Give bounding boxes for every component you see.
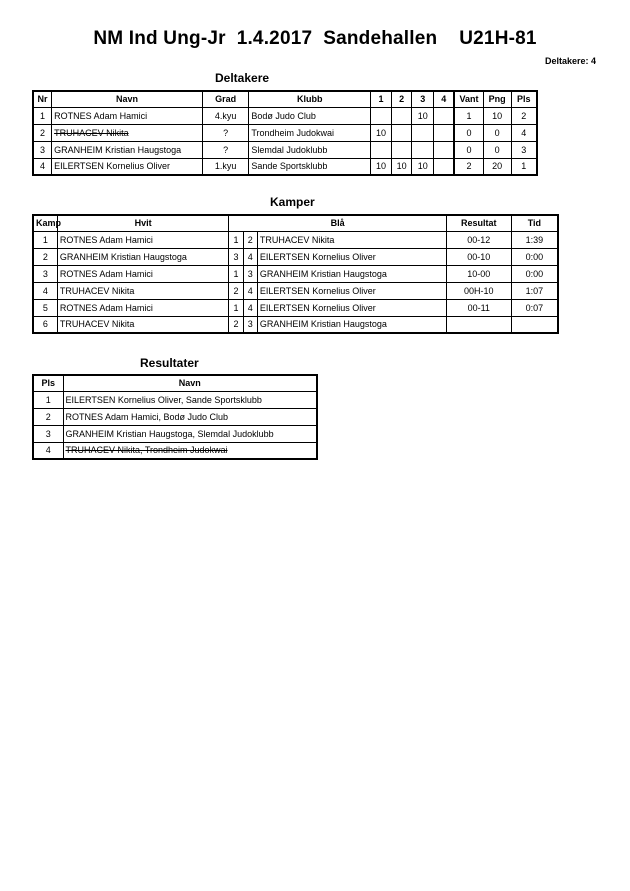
match-white-nr: 1 — [229, 299, 243, 316]
match-nr: 2 — [33, 248, 57, 265]
match-row — [33, 248, 558, 265]
match-blue-nr: 4 — [243, 248, 257, 265]
participant-points: 0 — [483, 124, 511, 141]
match-blue-nr: 4 — [243, 299, 257, 316]
match-result: 00-10 — [446, 248, 511, 265]
participant-score-m2 — [391, 124, 412, 141]
match-white-name: ROTNES Adam Hamici — [57, 231, 229, 248]
col-place: Pls — [511, 91, 537, 107]
results-header-row — [33, 375, 317, 391]
result-place: 4 — [33, 442, 63, 459]
result-name: GRANHEIM Kristian Haugstoga, Slemdal Judoklubb — [63, 425, 317, 442]
match-time: 0:07 — [511, 299, 558, 316]
results-table — [32, 374, 318, 460]
participant-score-m3 — [412, 124, 434, 141]
match-blue-name: EILERTSEN Kornelius Oliver — [257, 282, 446, 299]
participant-points: 0 — [483, 141, 511, 158]
participants-table — [32, 90, 538, 176]
match-result: 00H-10 — [446, 282, 511, 299]
match-blue-nr: 4 — [243, 282, 257, 299]
participant-grade: 1.kyu — [202, 158, 248, 175]
participant-score-m1 — [371, 141, 392, 158]
participant-won: 0 — [454, 141, 483, 158]
participant-score-m1: 10 — [371, 158, 392, 175]
participant-score-m3 — [412, 141, 434, 158]
participant-score-m1 — [371, 107, 392, 124]
col-won: Vant — [454, 91, 483, 107]
participant-row — [33, 107, 537, 124]
match-white-name: ROTNES Adam Hamici — [57, 299, 229, 316]
match-blue-name: TRUHACEV Nikita — [257, 231, 446, 248]
result-row — [33, 442, 317, 459]
result-place: 1 — [33, 391, 63, 408]
col-time: Tid — [511, 215, 558, 231]
col-match-1: 1 — [371, 91, 392, 107]
match-nr: 6 — [33, 316, 57, 333]
participant-grade: ? — [202, 124, 248, 141]
participant-won: 0 — [454, 124, 483, 141]
col-match-nr: Kamp — [33, 215, 57, 231]
participant-score-m4 — [434, 141, 455, 158]
col-results-place: Pls — [33, 375, 63, 391]
result-name: ROTNES Adam Hamici, Bodø Judo Club — [63, 408, 317, 425]
match-time: 1:07 — [511, 282, 558, 299]
match-white-nr: 1 — [229, 231, 243, 248]
participant-row — [33, 124, 537, 141]
match-result: 10-00 — [446, 265, 511, 282]
col-club: Klubb — [249, 91, 371, 107]
participant-place: 1 — [511, 158, 537, 175]
participant-score-m2: 10 — [391, 158, 412, 175]
col-grade: Grad — [202, 91, 248, 107]
participant-score-m1: 10 — [371, 124, 392, 141]
match-blue-nr: 2 — [243, 231, 257, 248]
result-place: 2 — [33, 408, 63, 425]
match-blue-name: EILERTSEN Kornelius Oliver — [257, 299, 446, 316]
result-place: 3 — [33, 425, 63, 442]
participant-grade: ? — [202, 141, 248, 158]
match-result: 00-11 — [446, 299, 511, 316]
participant-score-m2 — [391, 141, 412, 158]
participant-score-m2 — [391, 107, 412, 124]
match-row — [33, 316, 558, 333]
participant-won: 1 — [454, 107, 483, 124]
match-white-name: ROTNES Adam Hamici — [57, 265, 229, 282]
participant-place: 2 — [511, 107, 537, 124]
col-blue: Blå — [229, 215, 446, 231]
result-row — [33, 391, 317, 408]
match-blue-name: GRANHEIM Kristian Haugstoga — [257, 316, 446, 333]
result-name: EILERTSEN Kornelius Oliver, Sande Sportsklubb — [63, 391, 317, 408]
participant-name: GRANHEIM Kristian Haugstoga — [52, 141, 203, 158]
match-time — [511, 316, 558, 333]
match-time: 1:39 — [511, 231, 558, 248]
match-white-nr: 2 — [229, 316, 243, 333]
result-row — [33, 425, 317, 442]
participants-heading: Deltakere — [215, 71, 270, 85]
match-time: 0:00 — [511, 248, 558, 265]
participant-club: Trondheim Judokwai — [249, 124, 371, 141]
match-nr: 5 — [33, 299, 57, 316]
participant-place: 3 — [511, 141, 537, 158]
match-blue-nr: 3 — [243, 265, 257, 282]
participant-name: ROTNES Adam Hamici — [52, 107, 203, 124]
match-nr: 1 — [33, 231, 57, 248]
match-nr: 3 — [33, 265, 57, 282]
col-nr: Nr — [33, 91, 52, 107]
participant-club: Sande Sportsklubb — [249, 158, 371, 175]
participant-score-m3: 10 — [412, 107, 434, 124]
col-white: Hvit — [57, 215, 229, 231]
col-results-name: Navn — [63, 375, 317, 391]
participant-name: EILERTSEN Kornelius Oliver — [52, 158, 203, 175]
matches-header-row — [33, 215, 558, 231]
match-row — [33, 231, 558, 248]
match-white-name: TRUHACEV Nikita — [57, 316, 229, 333]
participant-club: Bodø Judo Club — [249, 107, 371, 124]
match-white-name: TRUHACEV Nikita — [57, 282, 229, 299]
match-blue-name: GRANHEIM Kristian Haugstoga — [257, 265, 446, 282]
participant-score-m4 — [434, 158, 455, 175]
col-name: Navn — [52, 91, 203, 107]
participant-points: 10 — [483, 107, 511, 124]
col-result: Resultat — [446, 215, 511, 231]
result-row — [33, 408, 317, 425]
match-row — [33, 299, 558, 316]
match-blue-name: EILERTSEN Kornelius Oliver — [257, 248, 446, 265]
match-white-nr: 3 — [229, 248, 243, 265]
col-match-3: 3 — [412, 91, 434, 107]
participant-nr: 3 — [33, 141, 52, 158]
match-result: 00-12 — [446, 231, 511, 248]
match-row — [33, 265, 558, 282]
col-match-2: 2 — [391, 91, 412, 107]
matches-table — [32, 214, 559, 334]
participant-count: Deltakere: 4 — [544, 56, 596, 66]
participant-score-m3: 10 — [412, 158, 434, 175]
match-white-name: GRANHEIM Kristian Haugstoga — [57, 248, 229, 265]
participant-nr: 2 — [33, 124, 52, 141]
participant-nr: 1 — [33, 107, 52, 124]
match-white-nr: 1 — [229, 265, 243, 282]
page-title: NM Ind Ung-Jr 1.4.2017 Sandehallen U21H-81 — [93, 28, 537, 49]
participant-grade: 4.kyu — [202, 107, 248, 124]
participant-points: 20 — [483, 158, 511, 175]
result-name: TRUHACEV Nikita, Trondheim Judokwai — [63, 442, 317, 459]
match-white-nr: 2 — [229, 282, 243, 299]
participant-won: 2 — [454, 158, 483, 175]
results-heading: Resultater — [140, 356, 199, 370]
participant-nr: 4 — [33, 158, 52, 175]
participant-place: 4 — [511, 124, 537, 141]
match-time: 0:00 — [511, 265, 558, 282]
participants-header-row — [33, 91, 537, 107]
col-points: Png — [483, 91, 511, 107]
participant-row — [33, 158, 537, 175]
match-blue-nr: 3 — [243, 316, 257, 333]
match-result — [446, 316, 511, 333]
match-nr: 4 — [33, 282, 57, 299]
participant-row — [33, 141, 537, 158]
matches-heading: Kamper — [270, 195, 315, 209]
col-match-4: 4 — [434, 91, 455, 107]
participant-score-m4 — [434, 107, 455, 124]
participant-name: TRUHACEV Nikita — [52, 124, 203, 141]
match-row — [33, 282, 558, 299]
participant-score-m4 — [434, 124, 455, 141]
participant-club: Slemdal Judoklubb — [249, 141, 371, 158]
